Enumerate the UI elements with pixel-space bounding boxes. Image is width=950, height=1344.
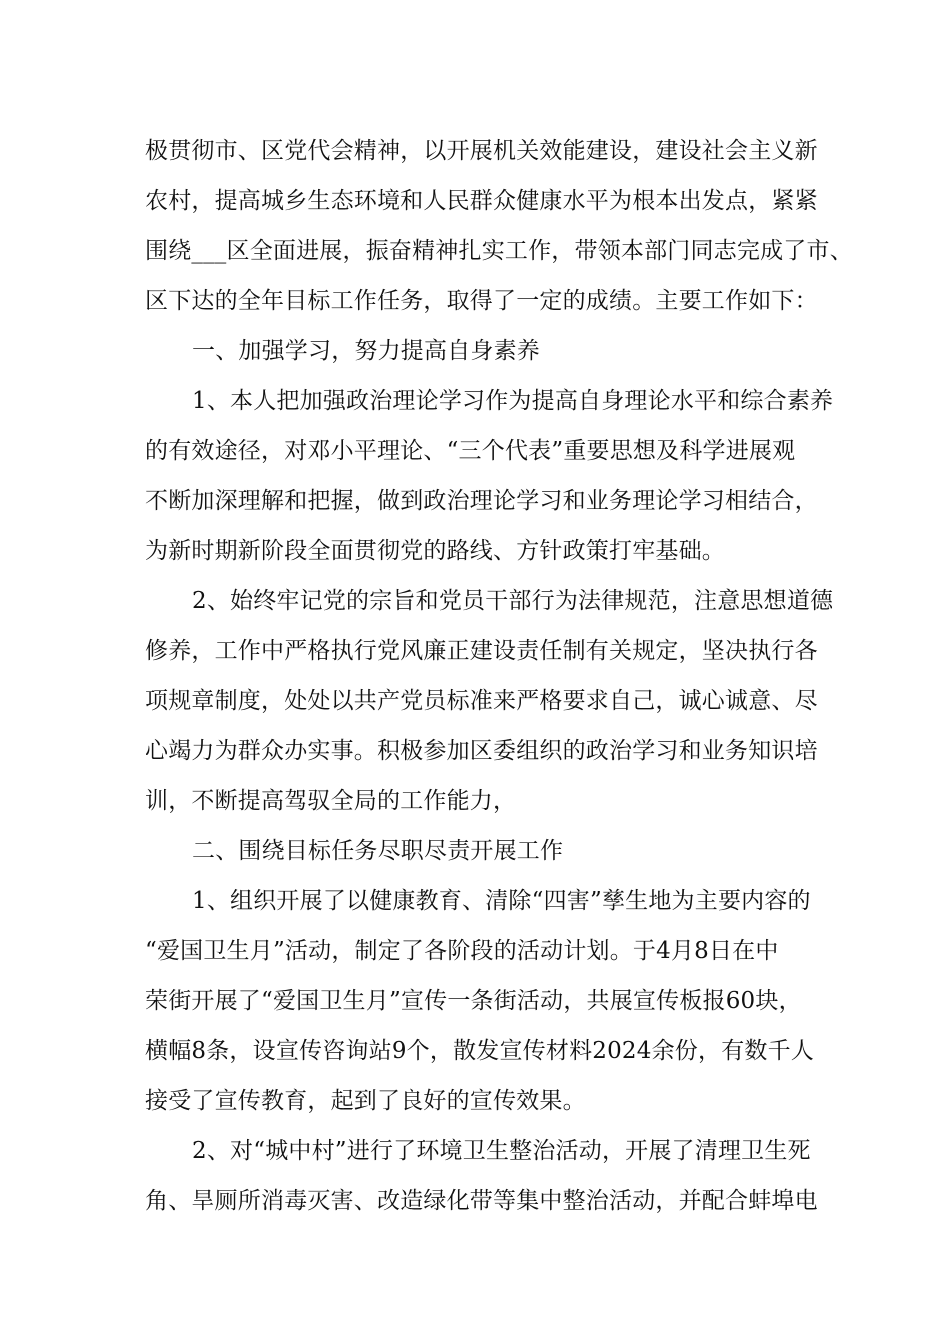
text-line: 荣街开展了“爱国卫生月”宣传一条街活动，共展宣传板报60块， [145,988,802,1014]
text-line: 训，不断提高驾驭全局的工作能力， [145,788,517,814]
text-line: 横幅8条，设宣传咨询站9个，散发宣传材料2024余份，有数千人 [145,1038,814,1064]
text-line: 2、对“城中村”进行了环境卫生整治活动，开展了清理卫生死 [192,1138,811,1164]
text-line: 角、旱厕所消毒灭害、改造绿化带等集中整治活动，并配合蚌埠电 [145,1188,818,1214]
text-line: 为新时期新阶段全面贯彻党的路线、方针政策打牢基础。 [145,538,725,564]
text-line: 修养，工作中严格执行党风廉正建设责任制有关规定，坚决执行各 [145,638,818,664]
text-line: “爱国卫生月”活动，制定了各阶段的活动计划。于4月8日在中 [145,938,779,964]
text-line: 1、本人把加强政治理论学习作为提高自身理论水平和综合素养 [192,388,834,414]
text-line: 农村，提高城乡生态环境和人民群众健康水平为根本出发点，紧紧 [145,188,818,214]
text-line: 1、组织开展了以健康教育、清除“四害”孳生地为主要内容的 [192,888,811,914]
text-line: 项规章制度，处处以共产党员标准来严格要求自己，诚心诚意、尽 [145,688,818,714]
text-line: 的有效途径，对邓小平理论、“三个代表”重要思想及科学进展观 [145,438,796,464]
text-line: 极贯彻市、区党代会精神，以开展机关效能建设，建设社会主义新 [145,138,818,164]
text-line: 心竭力为群众办实事。积极参加区委组织的政治学习和业务知识培 [145,738,818,764]
text-line: 接受了宣传教育，起到了良好的宣传效果。 [145,1088,586,1114]
text-line: 2、始终牢记党的宗旨和党员干部行为法律规范，注意思想道德 [192,588,834,614]
text-line: 围绕___区全面进展，振奋精神扎实工作，带领本部门同志完成了市、 [145,238,853,264]
text-line: 区下达的全年目标工作任务，取得了一定的成绩。主要工作如下： [145,288,818,314]
text-line: 不断加深理解和把握，做到政治理论学习和业务理论学习相结合， [145,488,818,514]
section-heading: 一、加强学习，努力提高自身素养 [192,338,540,364]
section-heading: 二、围绕目标任务尽职尽责开展工作 [192,838,564,864]
